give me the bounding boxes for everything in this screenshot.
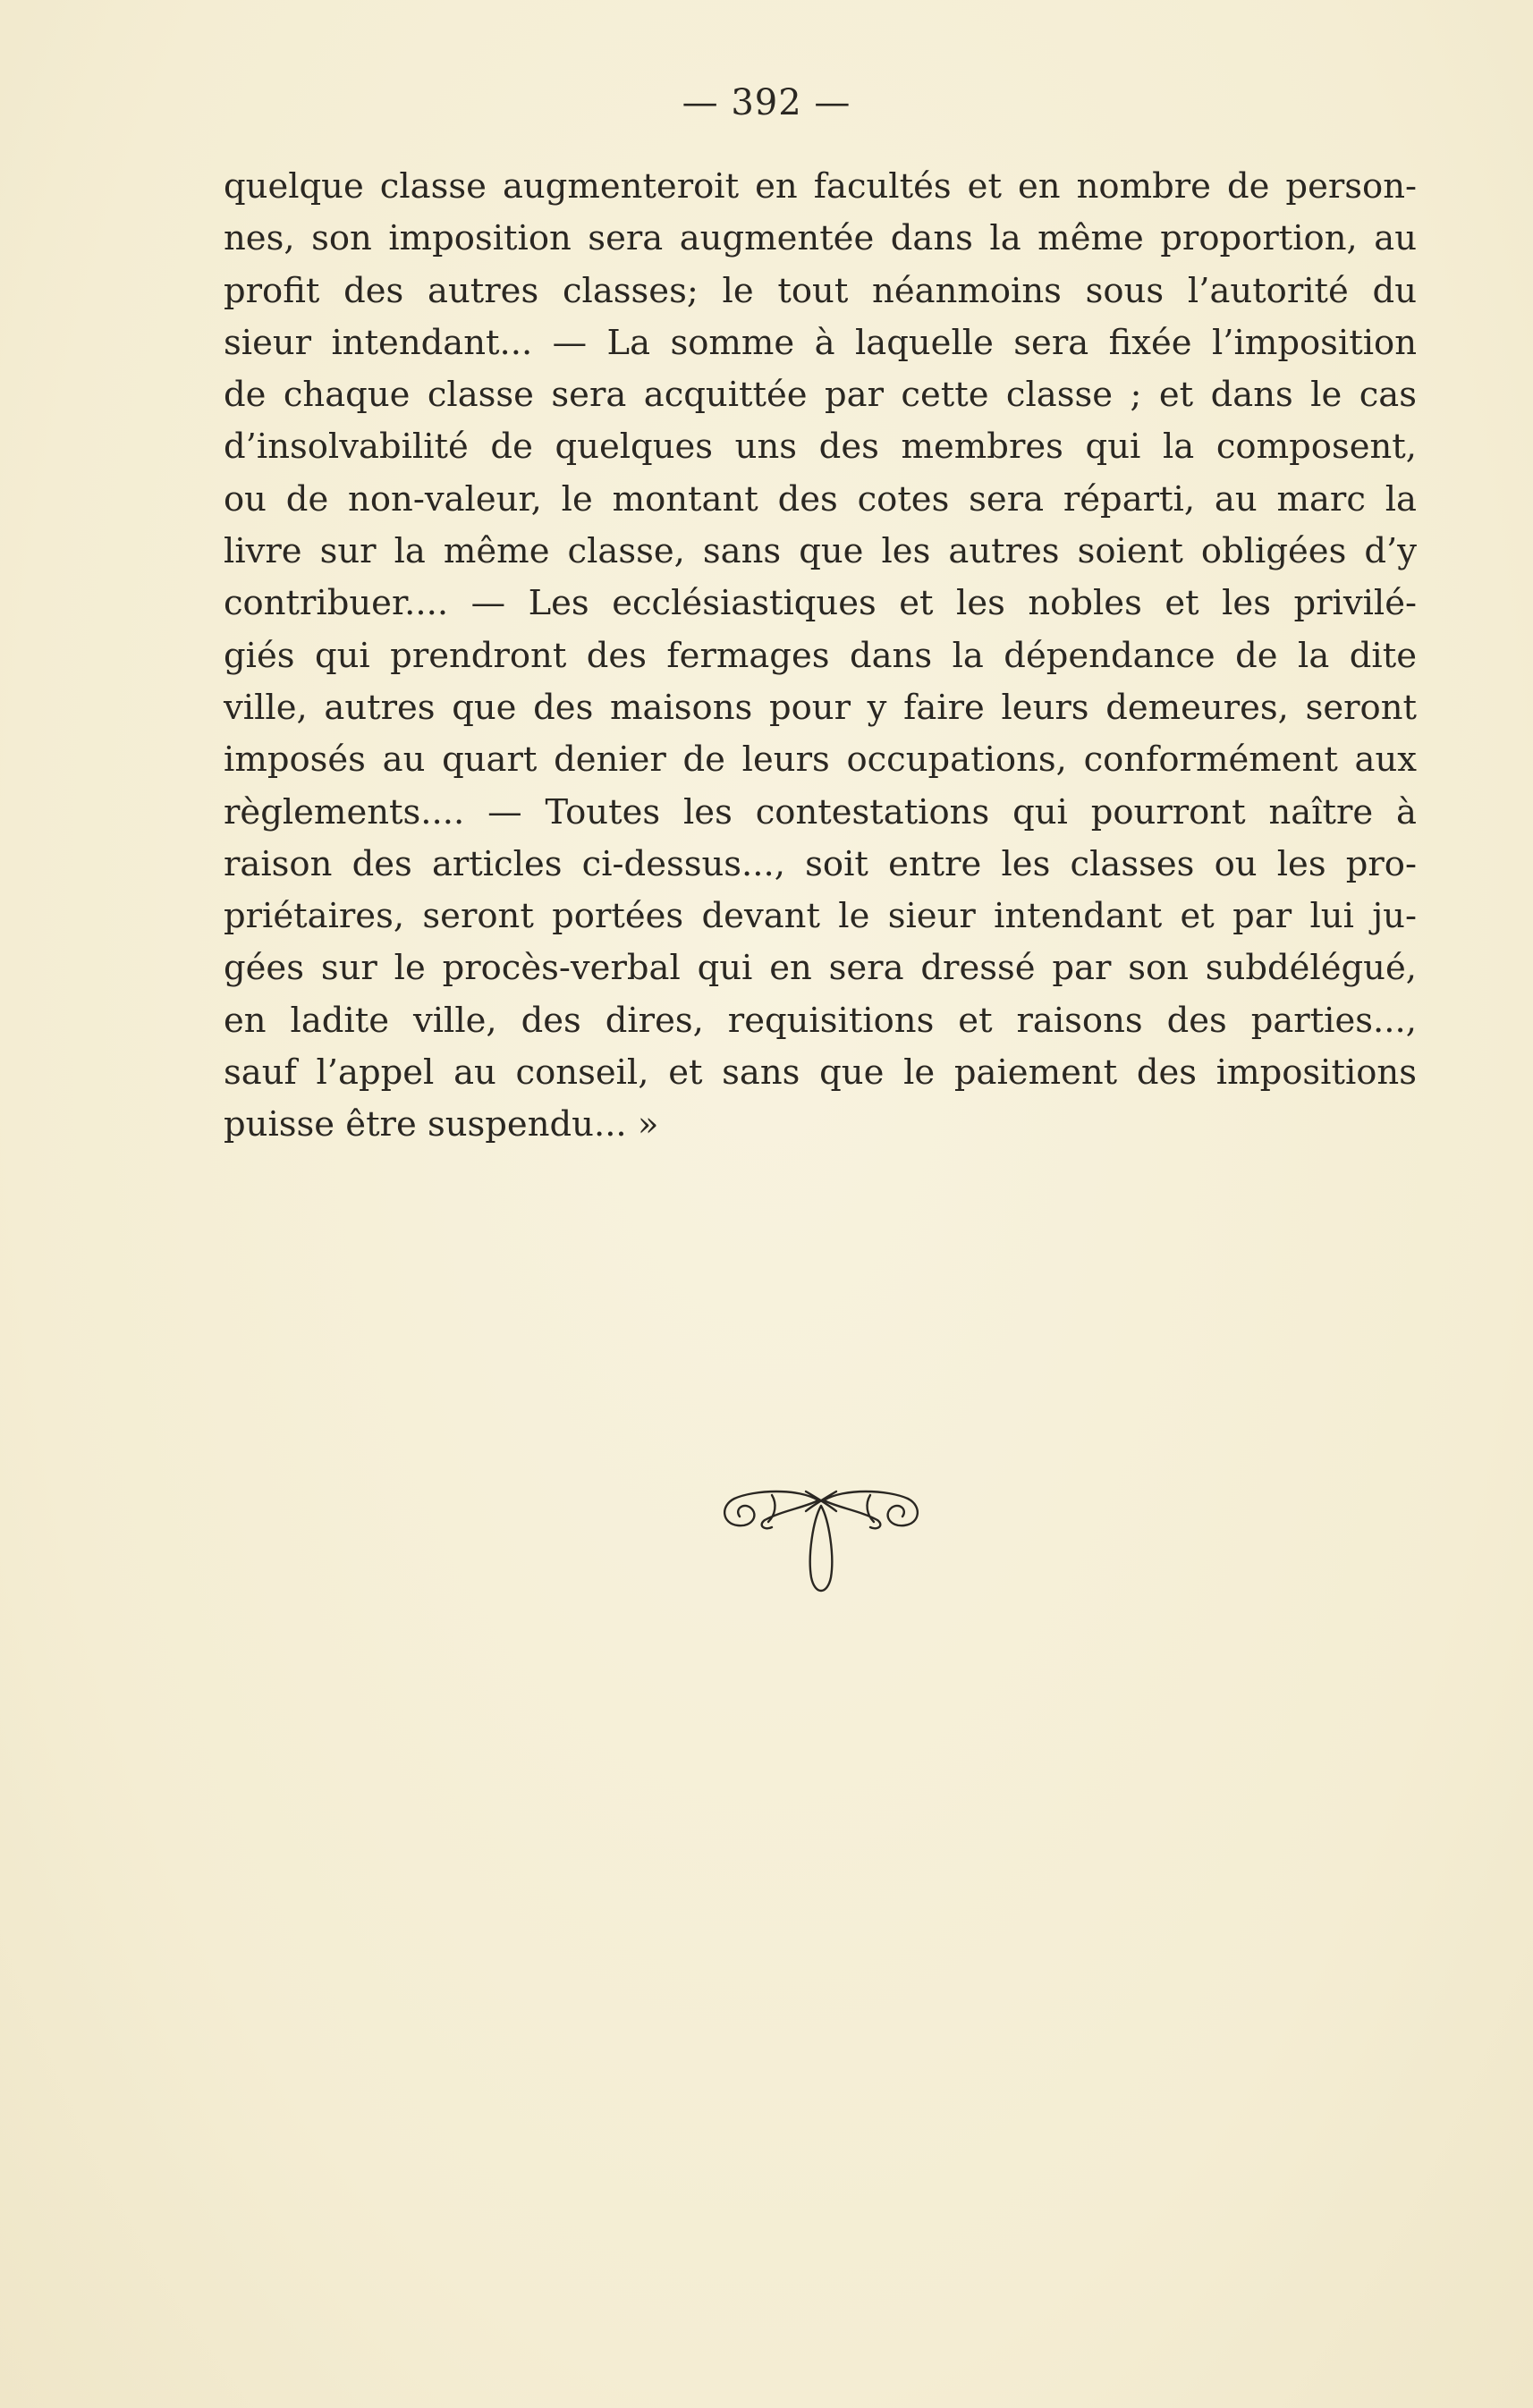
text-line: sauf l’appel au conseil, et sans que le paiement des impositions [224, 1052, 1417, 1094]
text-line: raison des articles ci-dessus..., soit entre les classes ou les pro- [224, 843, 1417, 884]
text-line: profit des autres classes; le tout néanmoins sous l’autorité du [224, 270, 1417, 311]
text-line: règlements.... — Toutes les contestations qui pourront naître à [224, 791, 1417, 832]
text-line: ou de non-valeur, le montant des cotes sera réparti, au marc la [224, 478, 1417, 520]
text-line: priétaires, seront portées devant le sieur intendant et par lui ju- [224, 896, 1417, 937]
text-line: giés qui prendront des fermages dans la dépendance de la dite [224, 635, 1417, 676]
text-line-last: puisse être suspendu... » [224, 1104, 659, 1145]
text-line: gées sur le procès-verbal qui en sera dressé par son subdélégué, [224, 948, 1417, 989]
text-line: de chaque classe sera acquittée par cette classe ; et dans le cas [224, 375, 1417, 416]
text-line: imposés au quart denier de leurs occupations, conformément aux [224, 739, 1417, 781]
page-number: — 392 — [682, 82, 851, 123]
text-line: d’insolvabilité de quelques uns des membres qui la composent, [224, 427, 1417, 468]
text-line: en ladite ville, des dires, requisitions et raisons des parties..., [224, 1000, 1417, 1041]
text-line: livre sur la même classe, sans que les autres soient obligées d’y [224, 531, 1417, 572]
body-text [224, 161, 1417, 1152]
decorative-flourish-icon [718, 1484, 924, 1601]
text-line: ville, autres que des maisons pour y faire leurs demeures, seront [224, 687, 1417, 728]
text-line: nes, son imposition sera augmentée dans la même proportion, au [224, 218, 1417, 259]
text-line: quelque classe augmenteroit en facultés et en nombre de person- [224, 166, 1417, 207]
text-line: contribuer.... — Les ecclésiastiques et les nobles et les privilé- [224, 583, 1417, 624]
text-line: sieur intendant... — La somme à laquelle sera fixée l’imposition [224, 322, 1417, 363]
